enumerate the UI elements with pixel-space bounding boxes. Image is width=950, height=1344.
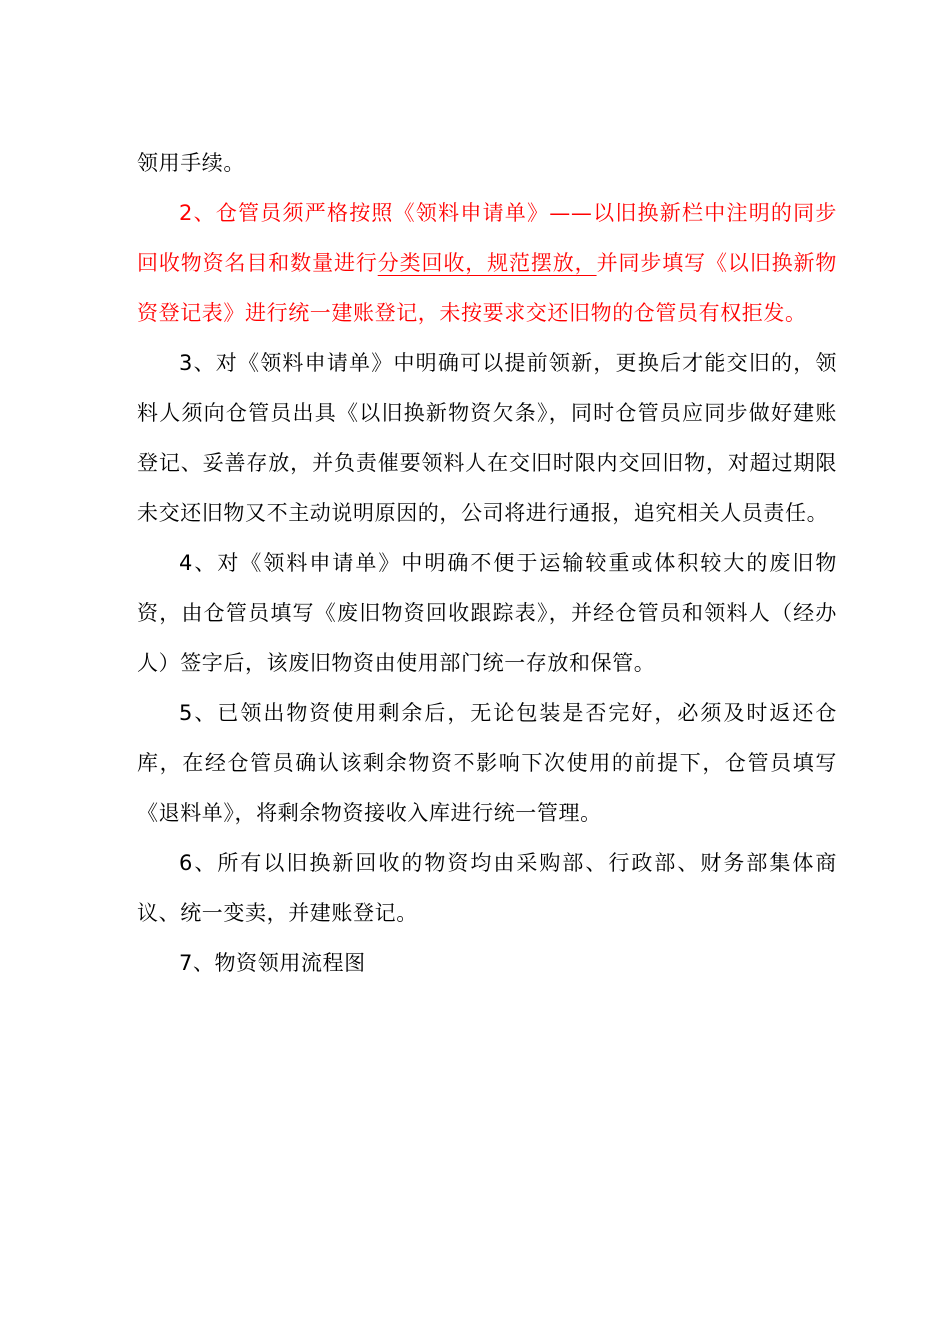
paragraph-6: 6、所有以旧换新回收的物资均由采购部、行政部、财务部集体商议、统一变卖，并建账登记。 xyxy=(137,851,837,925)
paragraph-7-heading: 7、物资领用流程图 xyxy=(179,951,366,975)
paragraph-2-text-c: 并同步填写《以旧换新物资登记表》进行统一建账登记，未按要求交还旧物的仓管员有权拒发。 xyxy=(137,251,837,325)
document-body xyxy=(137,138,837,988)
paragraph-4: 4、对《领料申请单》中明确不便于运输较重或体积较大的废旧物资，由仓管员填写《废旧物资回收跟踪表》，并经仓管员和领料人（经办人）签字后，该废旧物资由使用部门统一存放和保管。 xyxy=(137,551,837,675)
paragraph-2-text-a: 仓管员须严格按照《领料申请单》——以旧换新栏中注明的同步回收物资名目和数量进行 xyxy=(137,201,837,275)
paragraph-2-underlined-text: 分类回收，规范摆放， xyxy=(377,251,597,275)
paragraph-continuation: 领用手续。 xyxy=(137,151,245,175)
paragraph-2-number: 2、 xyxy=(179,201,216,225)
paragraph-3: 3、对《领料申请单》中明确可以提前领新，更换后才能交旧的，领料人须向仓管员出具《以旧换新物资欠条》，同时仓管员应同步做好建账登记、妥善存放，并负责催要领料人在交旧时限内交回旧物，对超过期限未交还旧物又不主动说明原因的，公司将进行通报，追究相关人员责任。 xyxy=(137,351,837,525)
paragraph-5: 5、已领出物资使用剩余后，无论包装是否完好，必须及时返还仓库，在经仓管员确认该剩余物资不影响下次使用的前提下，仓管员填写《退料单》，将剩余物资接收入库进行统一管理。 xyxy=(137,701,837,825)
paragraph-2 xyxy=(137,188,837,338)
